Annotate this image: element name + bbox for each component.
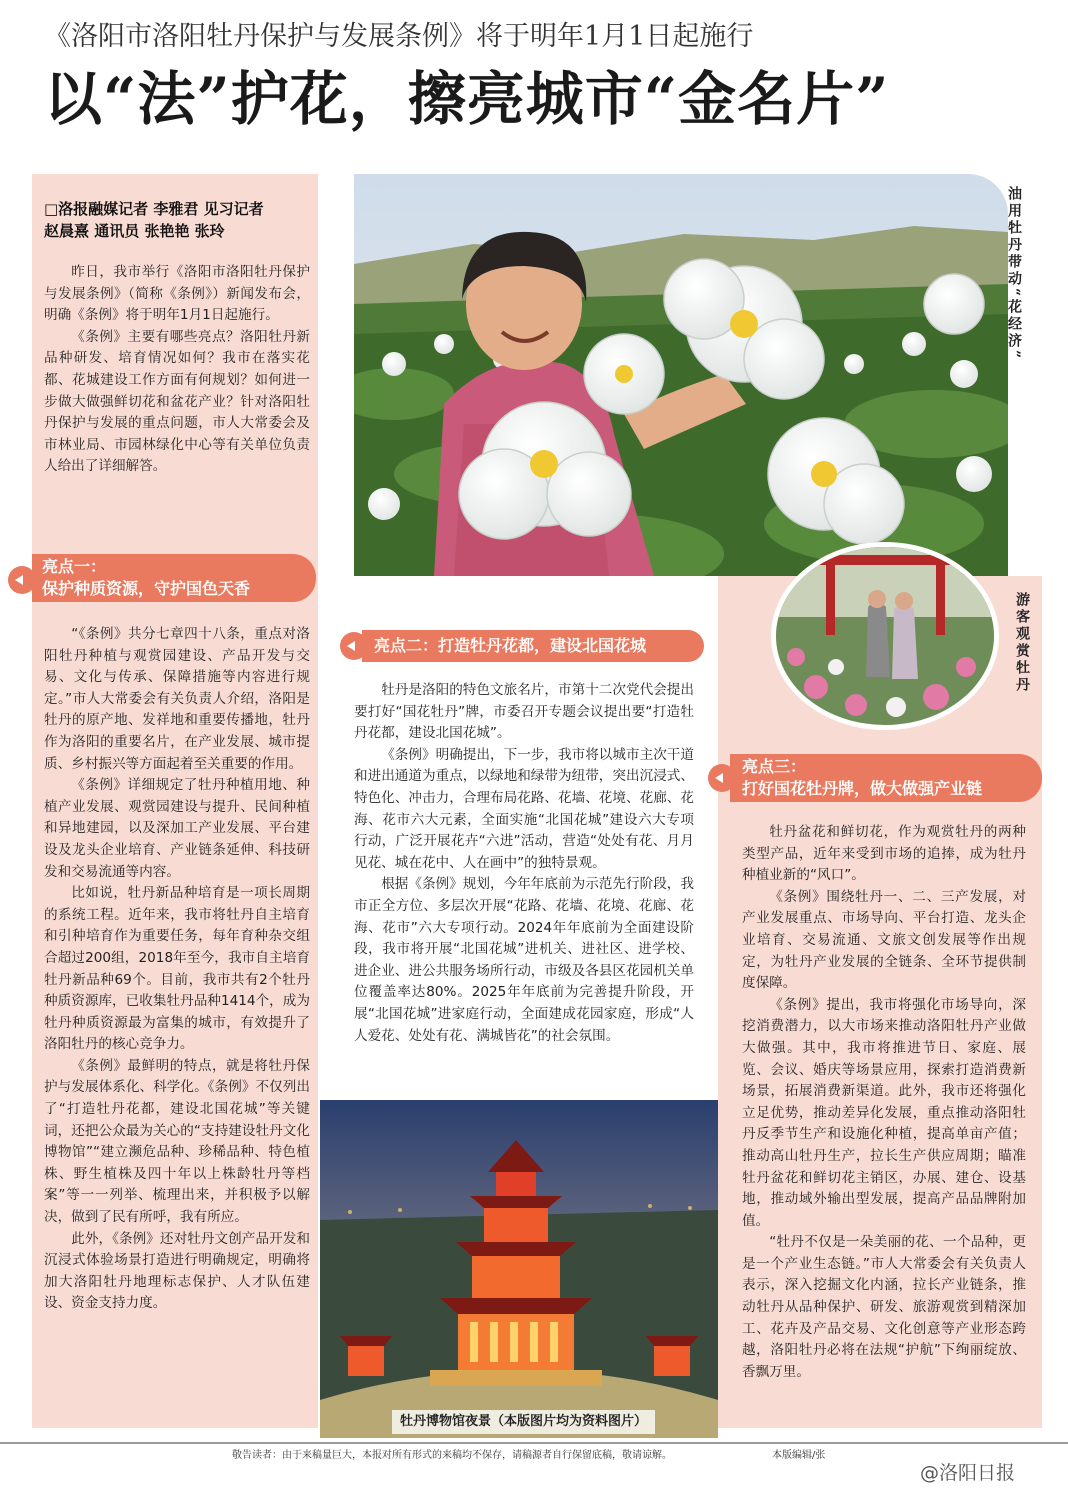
paragraph: “牡丹不仅是一朵美丽的花、一个品种，更是一个产业生态链。”市人大常委会有关负责人表示，深入挖掘文化内涵，拉长产业链条，推动牡丹从品种保护、研发、旅游观赏到精深加工、花卉及产品交易、文化创意等产业形态跨越，洛阳牡丹必将在法规“护航”下绚丽绽放、香飘万里。: [742, 1234, 1026, 1380]
reader-notice: 敬告读者：由于来稿量巨大，本报对所有形式的来稿均不保存，请稿源者自行保留底稿，敬请谅解。: [232, 1450, 672, 1461]
highlight-3-marker: [708, 764, 736, 792]
paragraph: 比如说，牡丹新品种培育是一项长周期的系统工程。近年来，我市将牡丹自主培育和引种培育作为重要任务，每年育种杂交组合超过200组，2018年至今，我市自主培育牡丹新品种69个。目前，我市共有2个牡丹种质资源库，已收集牡丹品种1414个，成为牡丹种质资源最为富集的城市，有效提升了洛阳牡丹的核心竞争力。: [44, 885, 310, 1053]
paragraph: 《条例》最鲜明的特点，就是将牡丹保护与发展体系化、科学化。《条例》不仅列出了“打造牡丹花都，建设北国花城”等关键词，还把公众最为关心的“支持建设牡丹文化博物馆”“建立濒危品种、珍稀品种、特色植株、野生植株及四十年以上株龄牡丹等档案”等一一列举、梳理出来，并积极予以解决，做到了民有所呼，我有所应。: [44, 1057, 310, 1226]
photo-2-caption: 游客观赏牡丹: [1014, 592, 1030, 694]
peony-museum-night-photo: [320, 1100, 718, 1438]
paragraph: 昨日，我市举行《洛阳市洛阳牡丹保护与发展条例》（简称《条例》）新闻发布会，明确《条例》将于明年1月1日起施行。: [44, 264, 310, 324]
highlight-2-marker: [340, 632, 368, 660]
highlight-3-tag: [730, 754, 1042, 802]
highlight-1-tag: [32, 554, 316, 602]
paragraph: 根据《条例》规划，今年年底前为示范先行阶段，我市正全方位、多层次开展“花路、花墙、花境、花廊、花海、花市”六大专项行动。2024年年底前为全面建设阶段，我市将开展“北国花城”进机关、进社区、进学校、进企业、进公共服务场所行动，市级及各县区花园机关单位覆盖率达80%。2025年年底前为完善提升阶段，开展“北国花城”进家庭行动，全面建成花园家庭，形成“人人爱花、处处有花、满城皆花”的社会氛围。: [354, 876, 694, 1044]
paragraph: 牡丹是洛阳的特色文旅名片，市第十二次党代会提出要打好“国花牡丹”牌，市委召开专题会议提出要“打造牡丹花都，建设北国花城”。: [354, 682, 694, 742]
highlight-3-label: 亮点三：: [742, 757, 807, 776]
photo-3-caption: 牡丹博物馆夜景（本版图片均为资料图片）: [392, 1410, 655, 1434]
weibo-watermark: @洛阳日报: [920, 1462, 1016, 1484]
article-headline: 以“法”护花，擦亮城市“金名片”: [44, 65, 890, 133]
highlight-2-tag: [362, 630, 704, 662]
peony-field-illustration: [354, 174, 1008, 576]
highlight-1-title: 保护种质资源，守护国色天香: [42, 579, 251, 598]
paragraph: 《条例》提出，我市将强化市场导向，深挖消费潜力，以大市场来推动洛阳牡丹产业做大做强。其中，我市将推进节日、家庭、展览、会议、婚庆等场景应用，探索打造消费新场景，拓展消费新渠道。此外，我市还将强化立足优势，推动差异化发展，重点推动洛阳牡丹反季节生产和设施化种植，提高单亩产值；推动高山牡丹生产，拉长生产供应周期；瞄准牡丹盆花和鲜切花主销区，办展、建仓、设基地，推动域外输出型发展，提高产品品牌附加值。: [742, 996, 1026, 1229]
paragraph: 此外，《条例》还对牡丹文创产品开发和沉浸式体验场景打造进行明确规定，明确将加大洛阳牡丹地理标志保护、人才队伍建设、资金支持力度。: [44, 1230, 310, 1312]
column-3-text: [742, 822, 1026, 1383]
column-1-text: [44, 624, 310, 1315]
photo-1-caption: 油用牡丹带动“花经济”: [1006, 186, 1022, 362]
paragraph: 《条例》主要有哪些亮点？洛阳牡丹新品种研发、培育情况如何？我市在落实花都、花城建设工作方面有何规划？如何进一步做大做强鲜切花和盆花产业？针对洛阳牡丹保护与发展的重点问题，市人大常委会及市林业局、市园林绿化中心等有关单位负责人给出了详细解答。: [44, 328, 310, 475]
intro-text: [44, 262, 310, 478]
byline-line-1: □洛报融媒记者 李雅君 见习记者: [44, 200, 264, 218]
paragraph: 牡丹盆花和鲜切花，作为观赏牡丹的两种类型产品，近年来受到市场的追捧，成为牡丹种植业新的“风口”。: [742, 824, 1026, 884]
visitors-illustration: [776, 547, 994, 725]
byline-line-2: 赵晨熹 通讯员 张艳艳 张玲: [44, 222, 225, 240]
paragraph: 《条例》明确提出，下一步，我市将以城市主次干道和进出通道为重点，以绿地和绿带为纽带，突出沉浸式、特色化、冲击力，合理布局花路、花墙、花境、花廊、花海、花市六大元素，全面实施“北国花城”建设六大专项行动，广泛开展花卉“六进”活动，营造“处处有花、月月见花、城在花中、人在画中”的独特景观。: [354, 746, 694, 871]
paragraph: 《条例》详细规定了牡丹种植用地、种植产业发展、观赏园建设与提升、民间种植和异地建园，以及深加工产业发展、平台建设及龙头企业培育、产业链条延伸、科技研发和交易流通等内容。: [44, 777, 310, 880]
article-subtitle: 《洛阳市洛阳牡丹保护与发展条例》将于明年1月1日起施行: [44, 21, 754, 52]
visitors-circle-photo: [771, 542, 999, 730]
museum-night-illustration: [320, 1100, 718, 1438]
highlight-1-label: 亮点一：: [42, 557, 107, 576]
highlight-2-title: 亮点二：打造牡丹花都，建设北国花城: [374, 636, 647, 655]
paragraph: “《条例》共分七章四十八条，重点对洛阳牡丹种植与观赏园建设、产品开发与交易、文化与传承、保障措施等内容进行规定。”市人大常委会有关负责人介绍，洛阳是牡丹的原产地、发祥地和重要传播地，牡丹作为洛阳的重要名片，在产业发展、城市提质、乡村振兴等方面起着至关重要的作用。: [44, 626, 310, 772]
editor-credit: 本版编辑/张: [772, 1450, 826, 1461]
byline: [44, 198, 314, 242]
highlight-3-title: 打好国花牡丹牌，做大做强产业链: [742, 779, 983, 798]
highlight-1-marker: [8, 566, 36, 594]
peony-field-photo: [354, 174, 1008, 576]
paragraph: 《条例》围绕牡丹一、二、三产发展，对产业发展重点、市场导向、平台打造、龙头企业培育、交易流通、文旅文创发展等作出规定，为牡丹产业发展的全链条、全环节提供制度保障。: [742, 888, 1026, 992]
column-2-text: [354, 680, 694, 1047]
footer-rule: [0, 1442, 1068, 1444]
